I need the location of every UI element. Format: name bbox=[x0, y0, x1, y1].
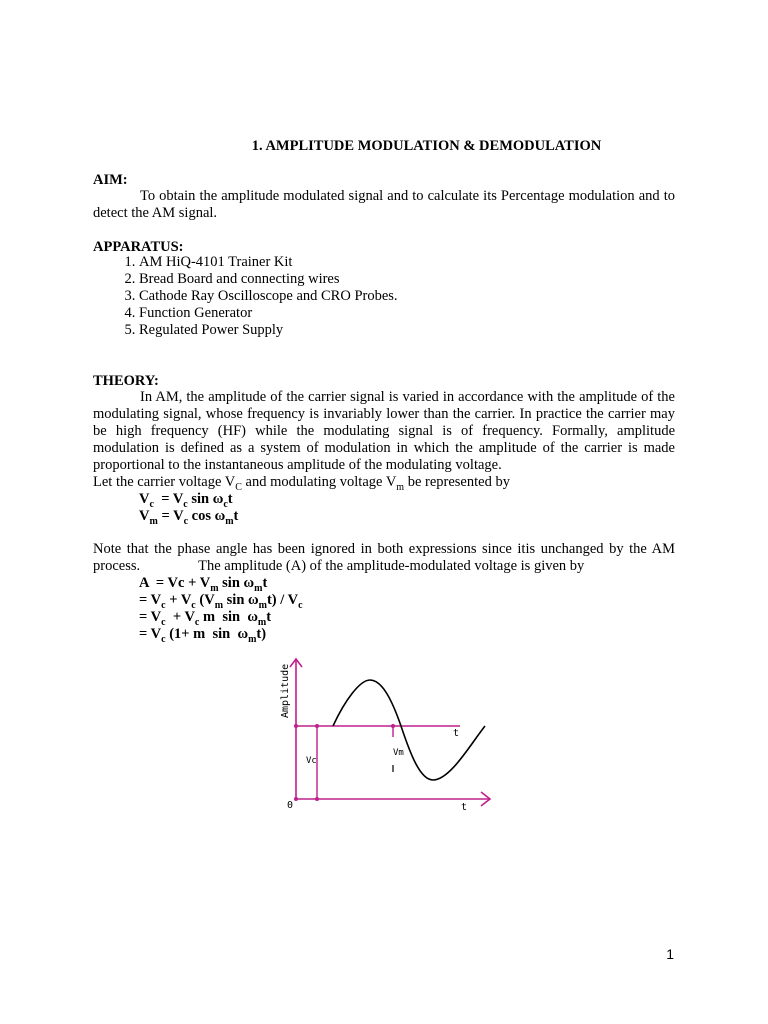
apparatus-item: 4. Function Generator bbox=[139, 305, 398, 322]
vc-top-dot bbox=[315, 724, 319, 728]
page-number: 1 bbox=[666, 946, 674, 962]
vc-label: Vc bbox=[306, 756, 317, 766]
vc-left-dot bbox=[294, 724, 298, 728]
theory-paragraph: In AM, the amplitude of the carrier signal is varied in accordance with the amplitude of the modulating signal, whose frequency is invariably lower than the carrier. In practice the carrier may be high frequency (HF) while the modulating signal is of frequency. Formally, amplitude modulation is defined as a system of modulation in which the amplitude of the carrier is made proportional to the instantaneous amplitude of the modulating voltage. bbox=[93, 389, 675, 473]
apparatus-item: 5. Regulated Power Supply bbox=[139, 322, 398, 339]
am-waveform-figure bbox=[270, 655, 500, 820]
apparatus-heading: APPARATUS: bbox=[93, 239, 184, 255]
vm-label: Vm bbox=[393, 748, 404, 758]
aim-text: To obtain the amplitude modulated signal and to calculate its Percentage modulation and to detect the AM signal. bbox=[93, 188, 675, 221]
equation-amplitude-3: = $V_c + V_c$ m $\sin \omega_mt$ bbox=[139, 609, 272, 628]
origin-label: 0 bbox=[287, 800, 294, 811]
carrier-definition-line: Let the carrier voltage $V_C$ and modulating voltage $V_m$ be represented by bbox=[93, 474, 510, 493]
t-label-lower: t bbox=[461, 802, 468, 813]
equation-amplitude-2: = $V_c + V_c$ ($V_m$ $\sin \omega_mt) / V_c$ bbox=[139, 592, 303, 611]
theory-heading: THEORY: bbox=[93, 373, 159, 389]
apparatus-item: 2. Bread Board and connecting wires bbox=[139, 271, 398, 288]
y-axis-label: Amplitude bbox=[280, 663, 291, 718]
apparatus-item: 3. Cathode Ray Oscilloscope and CRO Probes. bbox=[139, 288, 398, 305]
equation-modulating: $V_m = V_c$ $\cos \omega_mt$ bbox=[139, 508, 239, 527]
origin-dot bbox=[294, 797, 298, 801]
equation-amplitude-4: = $V_c$ (1+ m $\sin \omega_mt$) bbox=[139, 626, 267, 645]
page-title: 1. AMPLITUDE MODULATION & DEMODULATION bbox=[251, 138, 602, 154]
vc-bottom-dot bbox=[315, 797, 319, 801]
modulating-sine-curve bbox=[333, 680, 485, 780]
t-label-upper: t bbox=[453, 728, 460, 739]
equation-carrier: $V_c = V_c$ $\sin \omega_ct$ bbox=[139, 491, 233, 510]
apparatus-item: 1. AM HiQ-4101 Trainer Kit bbox=[139, 254, 398, 271]
note-paragraph: Note that the phase angle has been ignored in both expressions since itis unchanged by the AM process. The amplitude (A) of the amplitude-modulated voltage is given by bbox=[93, 541, 675, 574]
equation-amplitude-1: $A = Vc + V_m$ $\sin \omega_mt$ bbox=[139, 575, 268, 594]
figure-axes bbox=[290, 659, 490, 806]
aim-heading: AIM: bbox=[93, 172, 128, 188]
apparatus-list bbox=[93, 254, 398, 339]
vm-dot bbox=[391, 724, 395, 728]
